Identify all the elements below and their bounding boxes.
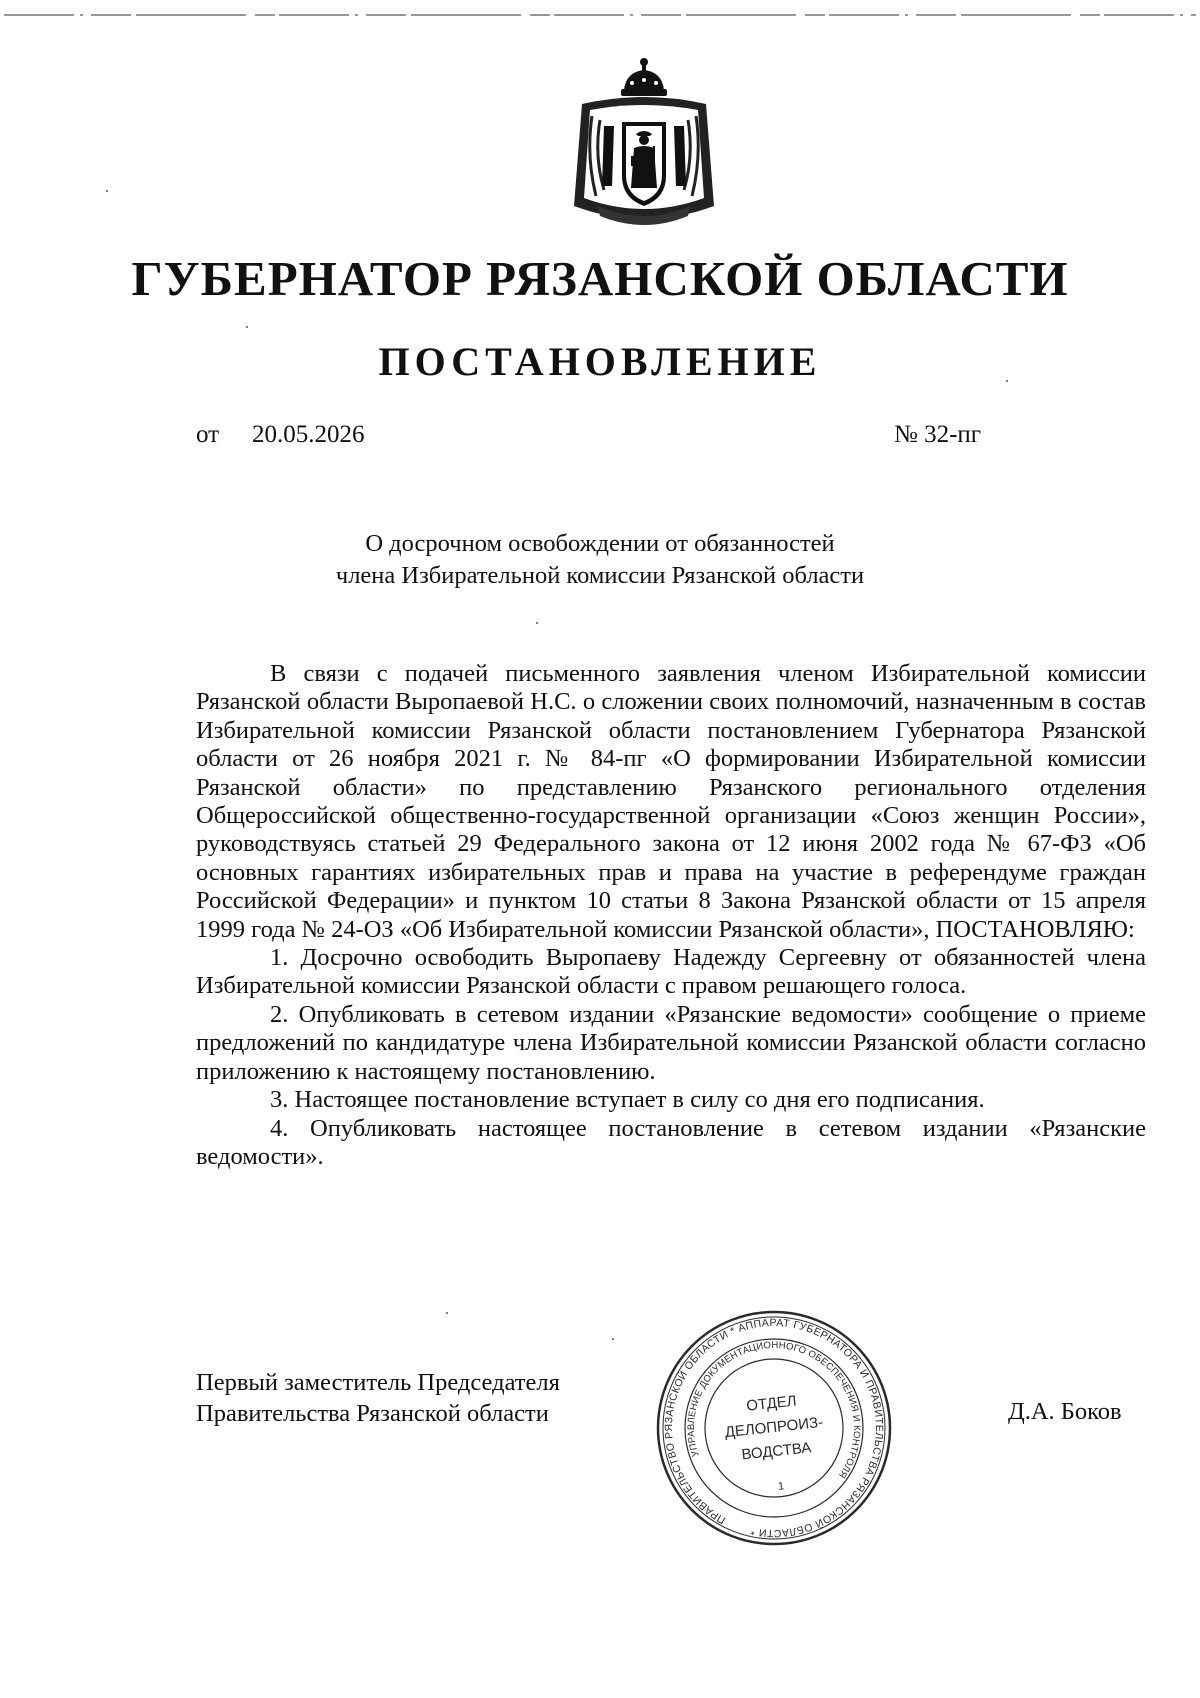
stamp-center-line: ОТДЕЛ [745,1392,798,1415]
document-subject [300,528,900,592]
preamble-paragraph: В связи с подачей письменного заявления членом Избирательной комиссии Рязанской области Выропаевой Н.С. о сложении своих полномочий, назначенным в состав Избирательной комиссии Рязанской области постановлением Губернатора Рязанской области от 26 ноября 2021 г. № 84-пг «О формировании Избирательной комиссии Рязанской области» по представлению Рязанского регионального отделения Общероссийской общественно-государственной организации «Союз женщин России», руководствуясь статьей 29 Федерального закона от 12 июня 2002 года № 67-ФЗ «Об основных гарантиях избирательных прав и права на участие в референдуме граждан Российской Федерации» и пунктом 10 статьи 8 Закона Рязанской области от 15 апреля 1999 года № 24-ОЗ «Об Избирательной комиссии Рязанской области», ПОСТАНОВЛЯЮ: [196,660,1146,943]
scan-speck [246,326,248,328]
document-body [196,660,1146,1171]
scan-speck [612,1338,614,1340]
subject-line: члена Избирательной комиссии Рязанской области [335,562,865,589]
signer-name: Д.А. Боков [1008,1398,1122,1425]
signer-position-line: Правительства Рязанской области [196,1400,549,1427]
signer-position-line: Первый заместитель Председателя [196,1369,560,1396]
stamp-inner-text: УПРАВЛЕНИЕ ДОКУМЕНТАЦИОННОГО ОБЕСПЕЧЕНИЯ И КОНТРОЛЯ [685,1339,863,1481]
subject-line: О досрочном освобождении от обязанностей [365,530,835,557]
coat-of-arms-icon [564,56,724,236]
document-date: 20.05.2026 [252,421,365,448]
clause-paragraph: 4. Опубликовать настоящее постановление в сетевом издании «Рязанские ведомости». [196,1114,1146,1170]
official-stamp [654,1308,894,1548]
scan-speck [536,622,538,624]
scan-speck [106,190,108,192]
date-number-row [196,421,996,461]
document-number: № 32-пг [894,421,982,448]
scan-edge-line [0,14,1200,16]
clause-paragraph: 1. Досрочно освободить Выропаеву Надежду Сергеевну от обязанностей члена Избирательной комиссии Рязанской области с правом решающего голоса. [196,944,1146,1000]
clause-paragraph: 2. Опубликовать в сетевом издании «Рязанские ведомости» сообщение о приеме предложений по кандидатуре члена Избирательной комиссии Рязанской области согласно приложению к настоящему постановлению. [196,1000,1146,1085]
document-type: ПОСТАНОВЛЕНИЕ [378,339,822,384]
scan-speck [446,1312,448,1314]
stamp-outer-text: ПРАВИТЕЛЬСТВО РЯЗАНСКОЙ ОБЛАСТИ * АППАРАТ ГУБЕРНАТОРА И ПРАВИТЕЛЬСТВА РЯЗАНСКОЙ ОБЛАСТИ * [662,1316,886,1540]
signer-position [196,1367,560,1429]
stamp-center-line: ДЕЛОПРОИЗ- [724,1413,824,1442]
scan-speck [1006,380,1008,382]
stamp-number: 1 [777,1480,785,1493]
clause-paragraph: 3. Настоящее постановление вступает в силу со дня его подписания. [270,1086,985,1114]
stamp-center-line: ВОДСТВА [740,1439,813,1464]
issuer-title: ГУБЕРНАТОР РЯЗАНСКОЙ ОБЛАСТИ [131,251,1069,306]
date-prefix: от [196,421,220,448]
